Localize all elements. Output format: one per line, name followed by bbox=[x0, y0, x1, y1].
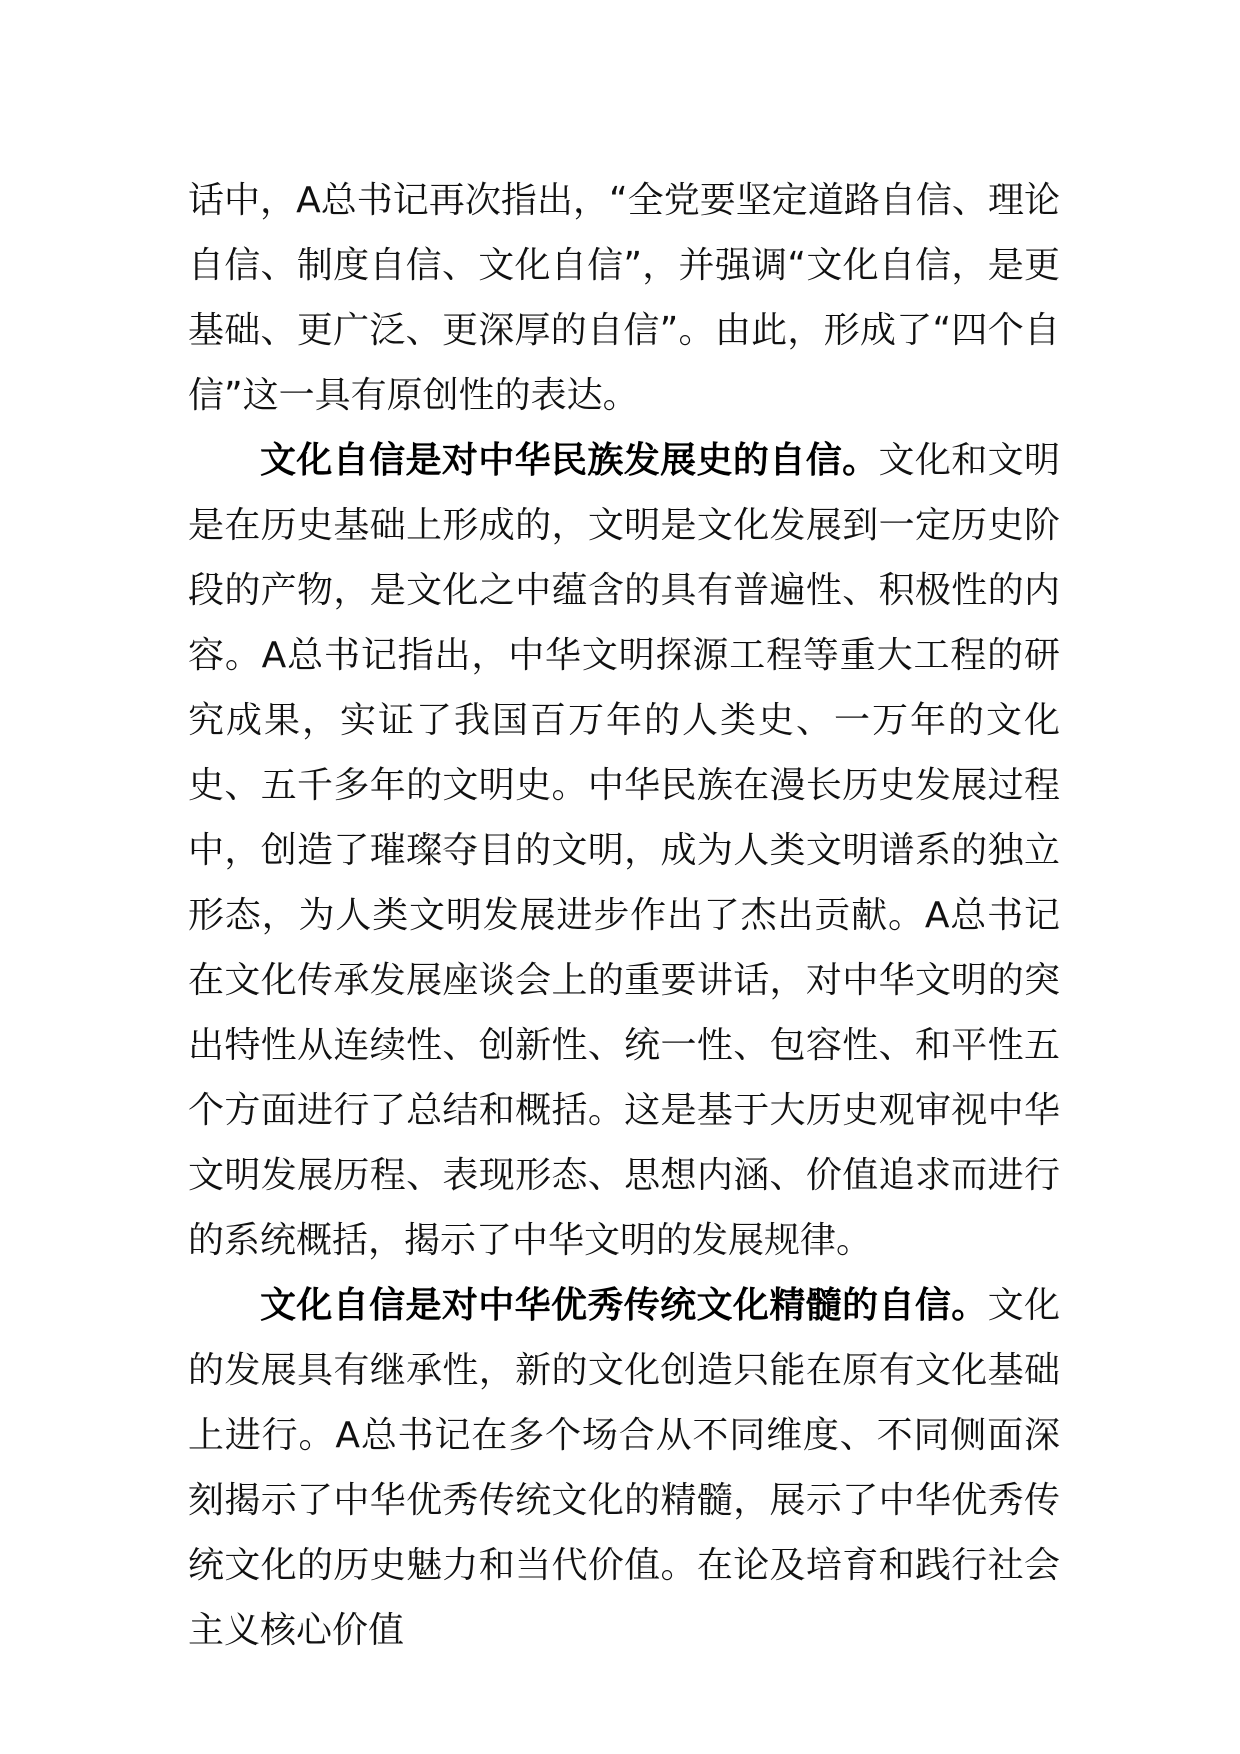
paragraph-text: 文化和文明是在历史基础上形成的，文明是文化发展到一定历史阶段的产物，是文化之中蕴含的具有普遍性、积极性的内容。A总书记指出，中华文明探源工程等重大工程的研究成果，实证了我国百万年的人类史、一万年的文化史、五千多年的文明史。中华民族在漫长历史发展过程中，创造了璀璨夺目的文明，成为人类文明谱系的独立形态，为人类文明发展进步作出了杰出贡献。A总书记在文化传承发展座谈会上的重要讲话，对中华文明的突出特性从连续性、创新性、统一性、包容性、和平性五个方面进行了总结和概括。这是基于大历史观审视中华文明发展历程、表现形态、思想内涵、价值追求而进行的系统概括，揭示了中华文明的发展规律。 bbox=[188, 440, 1060, 1261]
body-text bbox=[188, 168, 1060, 1663]
paragraph-text: 文化的发展具有继承性，新的文化创造只能在原有文化基础上进行。A总书记在多个场合从不同维度、不同侧面深刻揭示了中华优秀传统文化的精髓，展示了中华优秀传统文化的历史魅力和当代价值。在论及培育和践行社会主义核心价值 bbox=[188, 1285, 1060, 1651]
paragraph-traditional-culture bbox=[188, 1273, 1060, 1663]
paragraph-text: 话中，A总书记再次指出，“全党要坚定道路自信、理论自信、制度自信、文化自信”，并强调“文化自信，是更基础、更广泛、更深厚的自信”。由此，形成了“四个自信”这一具有原创性的表达。 bbox=[188, 180, 1060, 416]
paragraph-continuation bbox=[188, 168, 1060, 428]
paragraph-civilization-history bbox=[188, 428, 1060, 1273]
paragraph-lead-sentence: 文化自信是对中华民族发展史的自信。 bbox=[260, 440, 879, 481]
paragraph-lead-sentence: 文化自信是对中华优秀传统文化精髓的自信。 bbox=[260, 1285, 988, 1326]
